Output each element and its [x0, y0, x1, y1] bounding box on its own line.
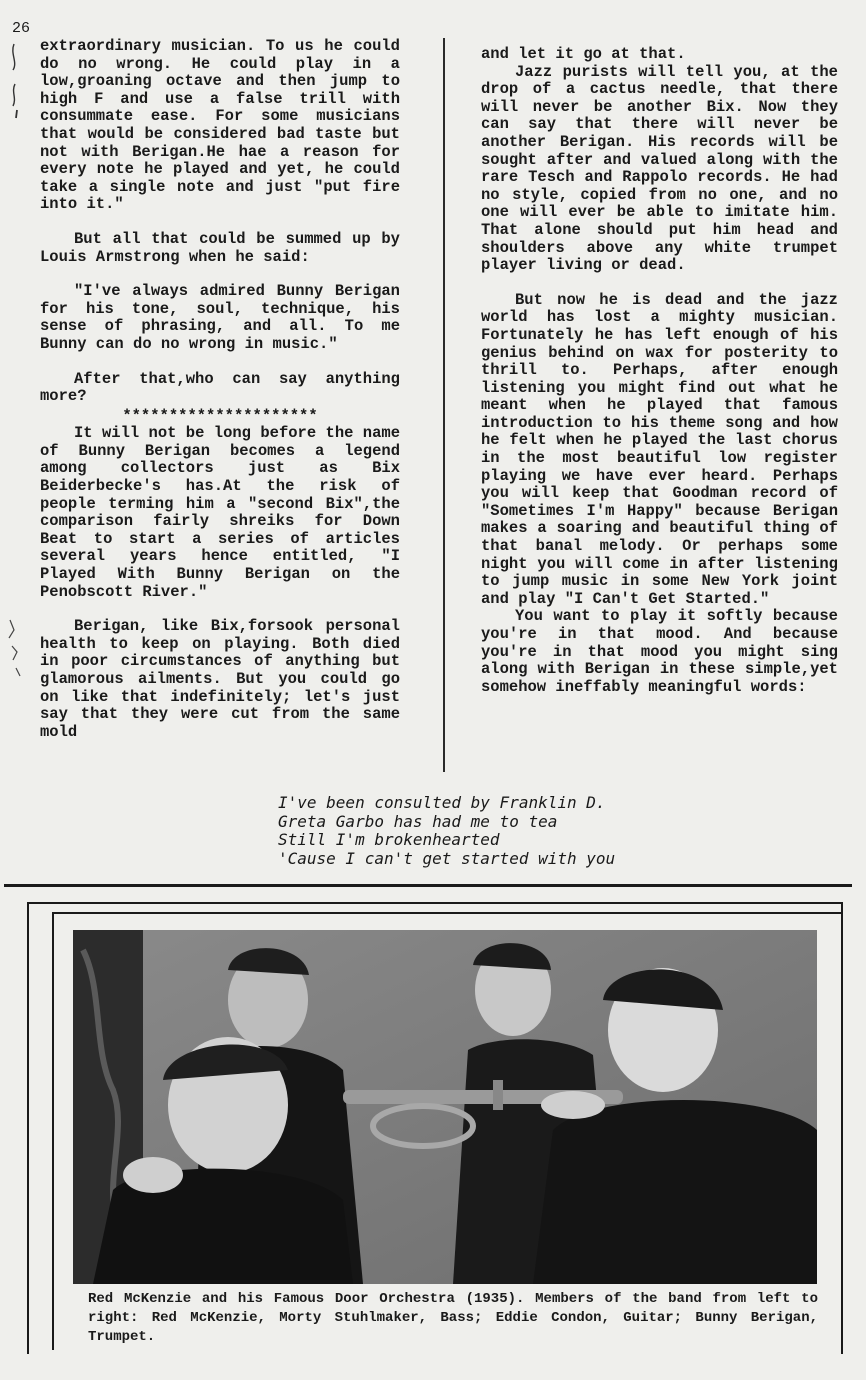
page-number: 26: [12, 20, 31, 37]
right-paragraph-2: Jazz purists will tell you, at the drop of a cactus needle, that there will never be another Bix. Now they can say that there will never be another Berigan. His records will be sought after and valued along with the rare Tesch and Rappolo records. He had no style, copied from no one, and no one will ever be able to imitate him. That alone should put him head and shoulders above any white trumpet player living or dead.: [481, 62, 838, 275]
left-paragraph-quote: "I've always admired Bunny Berigan for his tone, soul, technique, his sense of phrasing, and all. To me Bunny can do no wrong in music.": [40, 282, 400, 353]
band-photo: [73, 930, 817, 1284]
right-column: [481, 46, 838, 696]
lyric-line: 'Cause I can't get started with you: [278, 848, 616, 868]
photo-caption: Red McKenzie and his Famous Door Orchestra (1935). Members of the band from left to right: Red McKenzie, Morty Stuhlmaker, Bass; Eddie Condon, Guitar; Bunny Berigan, Trumpet.: [88, 1291, 818, 1345]
left-paragraph-2: But all that could be summed up by Louis Armstrong when he said:: [40, 229, 400, 266]
section-separator: *********************: [122, 406, 318, 425]
left-paragraph-4: It will not be long before the name of Bunny Berigan becomes a legend among collectors just as Bix Beiderbecke's has.At the risk of people terming him a "second Bix",the comparison fairly shreiks for Down Beat to start a series of articles several years hence entitled, "I Played With Bunny Berigan on the Penobscott River.": [40, 424, 400, 601]
margin-smudge-marks: [4, 616, 24, 686]
song-lyrics: [278, 794, 615, 868]
column-divider: [443, 38, 445, 772]
margin-annotation-marks: [4, 40, 22, 120]
left-column: [40, 38, 400, 741]
lyric-line: I've been consulted by Franklin D.: [278, 793, 606, 812]
band-photo-icon: [73, 930, 817, 1284]
left-paragraph-3: After that,who can say anything more?: [40, 369, 400, 406]
lyric-line: Greta Garbo has had me to tea: [278, 811, 558, 831]
lyric-line: Still I'm brokenhearted: [278, 830, 500, 849]
horizontal-rule: [4, 884, 852, 887]
right-paragraph-3: But now he is dead and the jazz world has lost a mighty musician. Fortunately he has left enough of his genius behind on wax for posterity to thrill to. Perhaps, after enough listening you might find out what he meant when he played that famous introduction to his theme song and how he felt when he played the last chorus in the most beautiful low register playing we have ever heard. Perhaps you will keep that Goodman record of "Sometimes I'm Happy" because Berigan makes a soaring and beautiful thing of that banal melody. Or perhaps some night you will come in after listening to jump music in some New York joint and play "I Can't Get Started.": [481, 290, 838, 608]
left-paragraph-1: extraordinary musician. To us he could do no wrong. He could play in a low,groaning octave and then jump to high F and use a false trill with consummate ease. For some musicians that would be considered bad taste but not with Berigan.He hae a reason for every note he played and yet, he could take a single note and just "put fire into it.": [40, 37, 400, 214]
right-paragraph-1: and let it go at that.: [481, 45, 686, 63]
right-paragraph-4: You want to play it softly because you're in that mood. And because you're in that mood you might sing along with Berigan in these simple,yet somehow ineffably meaningful words:: [481, 607, 838, 696]
left-paragraph-5: Berigan, like Bix,forsook personal health to keep on playing. Both died in poor circumstances of anything but glamorous ailments. But you could go on like that indefinitely; let's just say that they were cut from the same mold: [40, 617, 400, 741]
